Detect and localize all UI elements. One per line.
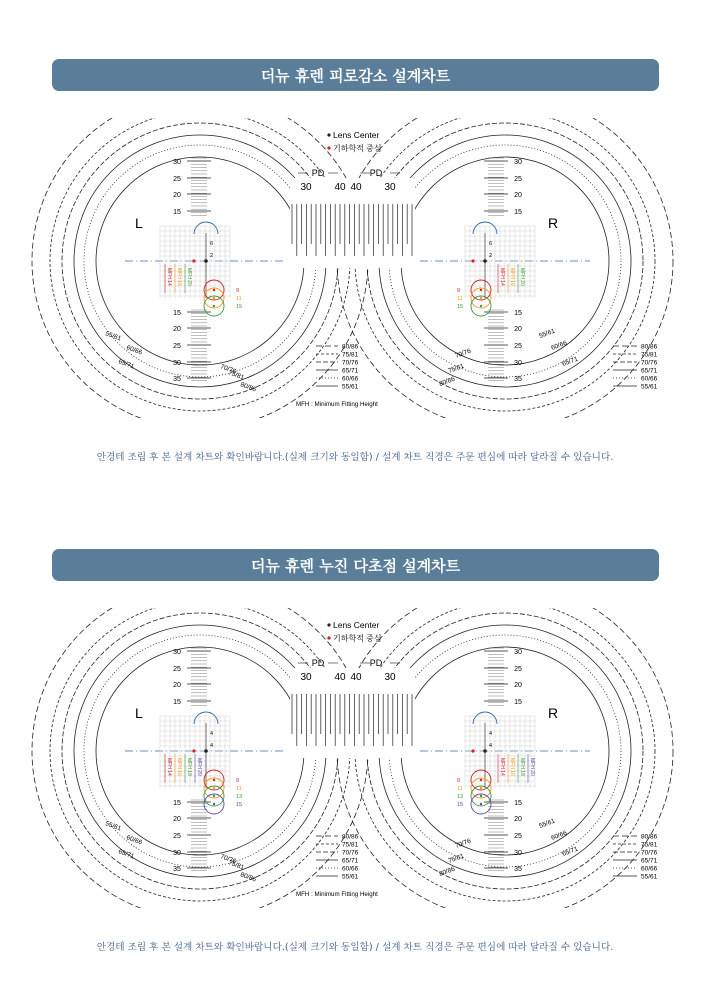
right-circle-label: 11 [457, 786, 463, 792]
legend-label-right: 65/71 [641, 367, 658, 375]
right-reading-dot [480, 795, 482, 797]
right-mfh-label: MFH 16 [509, 268, 515, 286]
left-scale-bottom-label: 35 [173, 376, 181, 383]
left-circle-label: 9 [236, 778, 240, 784]
lens-design-chart [0, 608, 710, 908]
legend-label-center: 70/76 [342, 359, 359, 367]
left-circle-label: 13 [236, 794, 243, 800]
left-scale-bottom-label: 20 [173, 326, 181, 333]
left-mfh-label: MFH 20 [186, 268, 192, 286]
left-size-mark: 75/81 [227, 859, 246, 872]
right-axis-mark: 4 [489, 743, 493, 749]
right-lens-center-dot [483, 749, 487, 753]
right-size-mark: 60/66 [550, 829, 568, 842]
lens-center-label: Lens Center [333, 620, 380, 630]
lens-center-dot [327, 623, 330, 626]
right-circle-label: 13 [457, 794, 464, 800]
right-axis-mark: 6 [489, 241, 493, 247]
left-distance-arc [194, 222, 218, 234]
legend-label-right: 70/76 [641, 359, 658, 367]
legend-label-right: 60/66 [641, 865, 658, 873]
right-scale-bottom-label: 15 [514, 310, 522, 317]
left-scale-top-label: 25 [173, 666, 181, 673]
right-scale-top-label: 30 [514, 649, 522, 656]
right-mfh-label: MFH 14 [499, 268, 505, 286]
legend-label-right: 55/61 [641, 383, 658, 391]
chart-title: 더뉴 휴렌 피로감소 설계차트 [260, 66, 451, 85]
legend-label-right: 80/86 [641, 343, 658, 351]
pd-tick-label: 40 [350, 182, 362, 193]
right-scale-bottom-label: 20 [514, 326, 522, 333]
left-scale-bottom-label: 15 [173, 310, 181, 317]
right-size-mark: 80/86 [438, 865, 456, 878]
right-scale-top-label: 30 [514, 159, 522, 166]
chart-title-banner [52, 59, 659, 91]
right-size-mark: 70/76 [454, 347, 472, 360]
left-mfh-label: MFH 14 [166, 758, 172, 776]
legend-label-center: 65/71 [342, 367, 359, 375]
left-size-mark: 70/76 [219, 853, 238, 866]
lens-center-dot [327, 133, 330, 136]
left-circle-label: 9 [236, 288, 240, 294]
left-size-mark: 60/66 [125, 344, 144, 357]
left-lens-label: L [135, 705, 143, 721]
right-size-mark: 75/81 [447, 362, 465, 375]
legend-label-center: 70/76 [342, 849, 359, 857]
legend-label-center: 80/86 [342, 833, 359, 841]
right-lens-label: R [548, 705, 559, 721]
right-mfh-label: MFH 18 [519, 758, 525, 776]
pd-label: PD [369, 168, 383, 178]
legend-label-center: 75/81 [342, 841, 359, 849]
left-mfh-label: MFH 16 [176, 268, 182, 286]
legend-label-right: 65/71 [641, 857, 658, 865]
left-geo-center-dot [192, 259, 195, 262]
right-reading-dot [480, 803, 482, 805]
right-circle-label: 11 [457, 296, 463, 302]
right-geo-center-dot [471, 749, 474, 752]
left-axis-mark: 4 [210, 743, 214, 749]
right-scale-bottom-label: 30 [514, 850, 522, 857]
chart-title-banner [52, 549, 659, 581]
left-scale-top-label: 25 [173, 176, 181, 183]
pd-tick-label: 30 [384, 182, 396, 193]
right-size-mark: 60/66 [550, 339, 568, 352]
left-size-mark: 60/66 [125, 834, 144, 847]
geo-center-label: 기하학적 중심 [333, 634, 382, 643]
right-size-mark: 55/61 [538, 327, 556, 340]
left-axis-mark: 6 [210, 241, 214, 247]
legend-label-center: 65/71 [342, 857, 359, 865]
right-size-mark: 55/61 [538, 817, 556, 830]
right-size-mark: 70/76 [454, 837, 472, 850]
left-lens-center-dot [204, 749, 208, 753]
right-reading-dot [480, 779, 482, 781]
left-circle-label: 15 [236, 802, 243, 808]
legend-label-right: 75/81 [641, 841, 658, 849]
left-reading-dot [213, 297, 215, 299]
right-circle-label: 15 [457, 802, 464, 808]
legend-label-center: 75/81 [342, 351, 359, 359]
legend-label-center: 60/66 [342, 865, 359, 873]
legend-label-center: 55/61 [342, 383, 359, 391]
left-distance-arc [194, 712, 218, 724]
legend-label-right: 60/66 [641, 375, 658, 383]
right-scale-bottom-label: 15 [514, 800, 522, 807]
left-scale-bottom-label: 25 [173, 833, 181, 840]
right-circle-label: 9 [457, 778, 461, 784]
pd-tick-label: 40 [334, 672, 346, 683]
left-size-mark: 55/61 [104, 330, 123, 343]
right-scale-top-label: 25 [514, 666, 522, 673]
left-scale-bottom-label: 35 [173, 866, 181, 873]
right-scale-top-label: 20 [514, 192, 522, 199]
left-reading-dot [213, 795, 215, 797]
left-scale-bottom-label: 30 [173, 850, 181, 857]
right-reading-dot [480, 305, 482, 307]
pd-tick-label: 30 [300, 182, 312, 193]
right-scale-bottom-label: 25 [514, 833, 522, 840]
chart-title: 더뉴 휴렌 누진 다초점 설계차트 [250, 556, 461, 575]
right-scale-bottom-label: 30 [514, 360, 522, 367]
legend-label-center: 55/61 [342, 873, 359, 881]
right-scale-top-label: 25 [514, 176, 522, 183]
left-lens-label: L [135, 215, 143, 231]
right-lens-label: R [548, 215, 559, 231]
right-mfh-label: MFH 20 [519, 268, 525, 286]
right-geo-center-dot [471, 259, 474, 262]
right-circle-label: 15 [457, 304, 464, 310]
pd-label: PD [311, 658, 325, 668]
legend-label-right: 80/86 [641, 833, 658, 841]
chart-note: 안경테 조립 후 본 설계 차트와 확인바랍니다.(실제 크기와 동일함) / 설계 차트 직경은 주문 편심에 따라 달라질 수 있습니다. [96, 452, 614, 463]
right-scale-top-label: 20 [514, 682, 522, 689]
left-mfh-label: MFH 20 [196, 758, 202, 776]
left-scale-top-label: 20 [173, 682, 181, 689]
left-scale-top-label: 30 [173, 649, 181, 656]
right-scale-bottom-label: 25 [514, 343, 522, 350]
lens-center-label: Lens Center [333, 130, 380, 140]
left-scale-top-label: 15 [173, 699, 181, 706]
right-scale-top-label: 15 [514, 699, 522, 706]
left-scale-bottom-label: 25 [173, 343, 181, 350]
pd-tick-label: 40 [334, 182, 346, 193]
left-reading-dot [213, 787, 215, 789]
legend-label-right: 55/61 [641, 873, 658, 881]
right-size-mark: 65/71 [561, 355, 579, 368]
left-scale-top-label: 30 [173, 159, 181, 166]
geo-center-dot [327, 636, 330, 639]
left-size-mark: 55/61 [104, 820, 123, 833]
left-scale-top-label: 15 [173, 209, 181, 216]
legend-label-center: 60/66 [342, 375, 359, 383]
left-axis-mark: 4 [210, 731, 214, 737]
right-mfh-label: MFH 14 [499, 758, 505, 776]
legend-label-right: 75/81 [641, 351, 658, 359]
right-lens-center-dot [483, 259, 487, 263]
left-geo-center-dot [192, 749, 195, 752]
right-scale-bottom-label: 35 [514, 866, 522, 873]
right-axis-mark: 4 [489, 731, 493, 737]
right-grid [465, 716, 535, 788]
right-reading-dot [480, 289, 482, 291]
geo-center-label: 기하학적 중심 [333, 144, 382, 153]
left-scale-bottom-label: 15 [173, 800, 181, 807]
right-mfh-label: MFH 20 [529, 758, 535, 776]
left-size-mark: 80/86 [239, 381, 258, 394]
right-scale-bottom-label: 35 [514, 376, 522, 383]
right-circle-label: 9 [457, 288, 461, 294]
left-size-mark: 65/71 [117, 848, 136, 861]
left-size-mark: 65/71 [117, 358, 136, 371]
right-size-mark: 80/86 [438, 375, 456, 388]
right-axis-mark: 2 [489, 253, 493, 259]
right-size-mark: 65/71 [561, 845, 579, 858]
left-lens-center-dot [204, 259, 208, 263]
left-size-mark: 70/76 [219, 363, 238, 376]
legend-label-right: 70/76 [641, 849, 658, 857]
right-scale-bottom-label: 20 [514, 816, 522, 823]
chart-note: 안경테 조립 후 본 설계 차트와 확인바랍니다.(실제 크기와 동일함) / 설계 차트 직경은 주문 편심에 따라 달라질 수 있습니다. [96, 942, 614, 953]
left-reading-dot [213, 779, 215, 781]
pd-tick-label: 30 [300, 672, 312, 683]
left-mfh-label: MFH 14 [166, 268, 172, 286]
left-size-mark: 75/81 [227, 369, 246, 382]
geo-center-dot [327, 146, 330, 149]
left-reading-dot [213, 289, 215, 291]
right-grid [465, 226, 535, 298]
left-circle-label: 11 [236, 786, 242, 792]
mfh-note: MFH : Minimum Fitting Height [296, 891, 378, 898]
pd-label: PD [311, 168, 325, 178]
right-scale-top-label: 15 [514, 209, 522, 216]
left-scale-bottom-label: 30 [173, 360, 181, 367]
legend-label-center: 80/86 [342, 343, 359, 351]
left-reading-dot [213, 803, 215, 805]
left-size-mark: 80/86 [239, 871, 258, 884]
mfh-note: MFH : Minimum Fitting Height [296, 401, 378, 408]
left-reading-dot [213, 305, 215, 307]
left-scale-bottom-label: 20 [173, 816, 181, 823]
left-mfh-label: MFH 16 [176, 758, 182, 776]
left-circle-label: 15 [236, 304, 243, 310]
pd-label: PD [369, 658, 383, 668]
left-axis-mark: 2 [210, 253, 214, 259]
left-circle-label: 11 [236, 296, 242, 302]
right-size-mark: 75/81 [447, 852, 465, 865]
left-scale-top-label: 20 [173, 192, 181, 199]
right-reading-dot [480, 787, 482, 789]
pd-tick-label: 40 [350, 672, 362, 683]
lens-design-chart [0, 118, 710, 418]
pd-tick-label: 30 [384, 672, 396, 683]
right-mfh-label: MFH 16 [509, 758, 515, 776]
right-reading-dot [480, 297, 482, 299]
left-mfh-label: MFH 18 [186, 758, 192, 776]
